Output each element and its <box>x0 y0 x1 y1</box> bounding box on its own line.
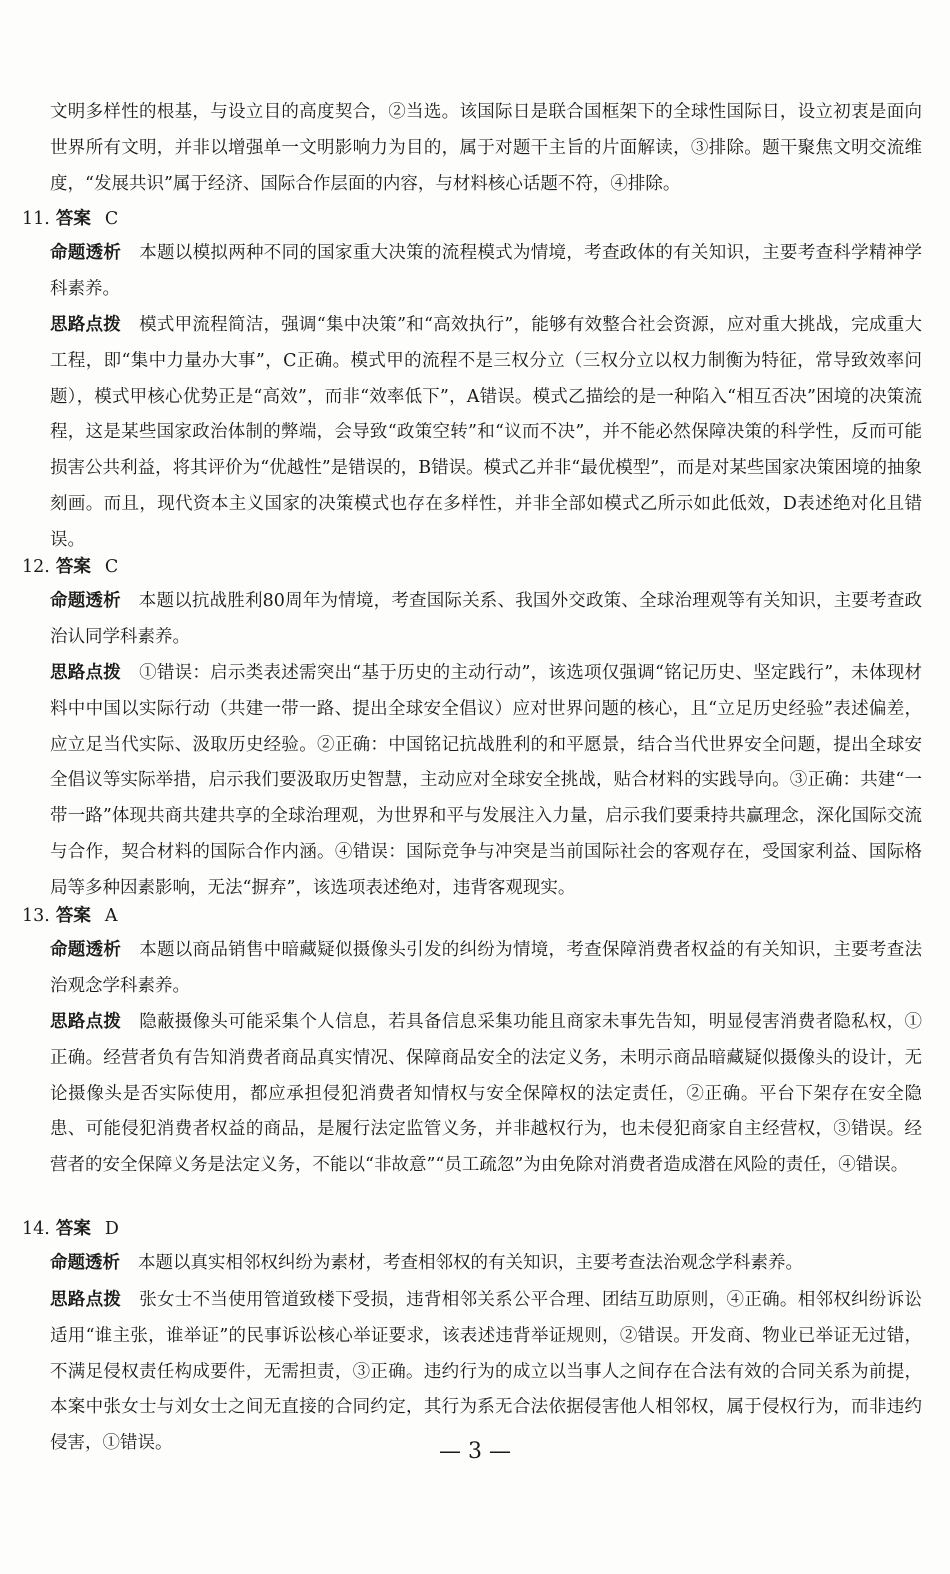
analysis-paragraph-13 <box>50 1005 922 1184</box>
answer-value: A <box>104 906 118 926</box>
answer-line-12 <box>22 552 118 582</box>
analysis-text: 模式甲流程简洁，强调“集中决策”和“高效执行”，能够有效整合社会资源，应对重大挑战，完成重大工程，即“集中力量办大事”，C正确。模式甲的流程不是三权分立（三权分立以权力制衡为特征，常导致效率问题），模式甲核心优势正是“高效”，而非“效率低下”，A错误。模式乙描绘的是一种陷入“相互否决”困境的决策流程，这是某些国家政治体制的弊端，会导致“政策空转”和“议而不决”，并不能必然保障决策的科学性，反而可能损害公共利益，将其评价为“优越性”是错误的，B错误。模式乙并非“最优模型”，而是对某些国家决策困境的抽象刻画。而且，现代资本主义国家的决策模式也存在多样性，并非全部如模式乙所示如此低效，D表述绝对化且错误。 <box>50 315 922 550</box>
intent-label: 命题透析 <box>50 243 122 263</box>
question-number: 12. <box>22 557 50 577</box>
intent-label: 命题透析 <box>50 940 122 960</box>
answer-line-14 <box>22 1214 119 1244</box>
analysis-text: 张女士不当使用管道致楼下受损，违背相邻关系公平合理、团结互助原则，④正确。相邻权纠纷诉讼适用“谁主张，谁举证”的民事诉讼核心举证要求，该表述违背举证规则，②错误。开发商、物业已举证无过错，不满足侵权责任构成要件，无需担责，③正确。违约行为的成立以当事人之间存在合法有效的合同关系为前提，本案中张女士与刘女士之间无直接的合同约定，其行为系无合法依据侵害他人相邻权，属于侵权行为，而非违约侵害，①错误。 <box>50 1290 923 1454</box>
answer-value: D <box>104 1219 119 1239</box>
intent-paragraph-12 <box>50 584 922 656</box>
intent-paragraph-13 <box>50 933 922 1005</box>
page-number: — 3 — <box>439 1439 511 1464</box>
answer-value: C <box>104 209 119 229</box>
analysis-label: 思路点拨 <box>50 1012 122 1032</box>
answer-label: 答案 <box>55 209 91 229</box>
analysis-paragraph-12 <box>50 656 922 907</box>
intent-paragraph-14 <box>50 1246 922 1282</box>
answer-label: 答案 <box>55 906 91 926</box>
analysis-label: 思路点拨 <box>50 663 122 683</box>
analysis-paragraph-14 <box>50 1283 922 1462</box>
answer-line-11 <box>22 204 118 234</box>
intent-paragraph-11 <box>50 236 922 308</box>
question-number: 11. <box>22 209 50 229</box>
intent-text: 本题以商品销售中暗藏疑似摄像头引发的纠纷为情境，考查保障消费者权益的有关知识，主要考查法治观念学科素养。 <box>50 940 923 996</box>
intent-label: 命题透析 <box>50 1253 120 1273</box>
question-number: 14. <box>22 1219 50 1239</box>
analysis-text: ①错误：启示类表述需突出“基于历史的主动行动”，该选项仅强调“铭记历史、坚定践行”，未体现材料中中国以实际行动（共建一带一路、提出全球安全倡议）应对世界问题的核心，且“立足历史经验”表述偏差，应立足当代实际、汲取历史经验。②正确：中国铭记抗战胜利的和平愿景，结合当代世界安全问题，提出全球安全倡议等实际举措，启示我们要汲取历史智慧，主动应对全球安全挑战，贴合材料的实践导向。③正确：共建“一带一路”体现共商共建共享的全球治理观，为世界和平与发展注入力量，启示我们要秉持共赢理念，深化国际交流与合作，契合材料的国际合作内涵。④错误：国际竞争与冲突是当前国际社会的客观存在，受国家利益、国际格局等多种因素影响，无法“摒弃”，该选项表述绝对，违背客观现实。 <box>50 663 922 898</box>
analysis-label: 思路点拨 <box>50 1290 122 1310</box>
answer-label: 答案 <box>55 557 91 577</box>
answer-label: 答案 <box>55 1219 91 1239</box>
analysis-paragraph-11 <box>50 308 922 559</box>
intent-text: 本题以抗战胜利80周年为情境，考查国际关系、我国外交政策、全球治理观等有关知识，主要考查政治认同学科素养。 <box>50 591 923 647</box>
answer-value: C <box>104 557 119 577</box>
intent-label: 命题透析 <box>50 591 121 611</box>
intent-text: 本题以真实相邻权纠纷为素材，考查相邻权的有关知识，主要考查法治观念学科素养。 <box>138 1253 803 1273</box>
analysis-label: 思路点拨 <box>50 315 122 335</box>
question-number: 13. <box>22 906 50 926</box>
analysis-text: 隐蔽摄像头可能采集个人信息，若具备信息采集功能且商家未事先告知，明显侵害消费者隐私权，①正确。经营者负有告知消费者商品真实情况、保障商品安全的法定义务，未明示商品暗藏疑似摄像头的设计，无论摄像头是否实际使用，都应承担侵犯消费者知情权与安全保障权的法定责任，②正确。平台下架存在安全隐患、可能侵犯消费者权益的商品，是履行法定监管义务，并非越权行为，也未侵犯商家自主经营权，③错误。经营者的安全保障义务是法定义务，不能以“非故意”“员工疏忽”为由免除对消费者造成潜在风险的责任，④错误。 <box>50 1012 923 1176</box>
answer-line-13 <box>22 901 117 931</box>
intro-paragraph: 文明多样性的根基，与设立目的高度契合，②当选。该国际日是联合国框架下的全球性国际日，设立初衷是面向世界所有文明，并非以增强单一文明影响力为目的，属于对题干主旨的片面解读，③排除。题干聚焦文明交流维度，“发展共识”属于经济、国际合作层面的内容，与材料核心话题不符，④排除。 <box>50 102 922 194</box>
intent-text: 本题以模拟两种不同的国家重大决策的流程模式为情境，考查政体的有关知识，主要考查科学精神学科素养。 <box>50 243 923 299</box>
